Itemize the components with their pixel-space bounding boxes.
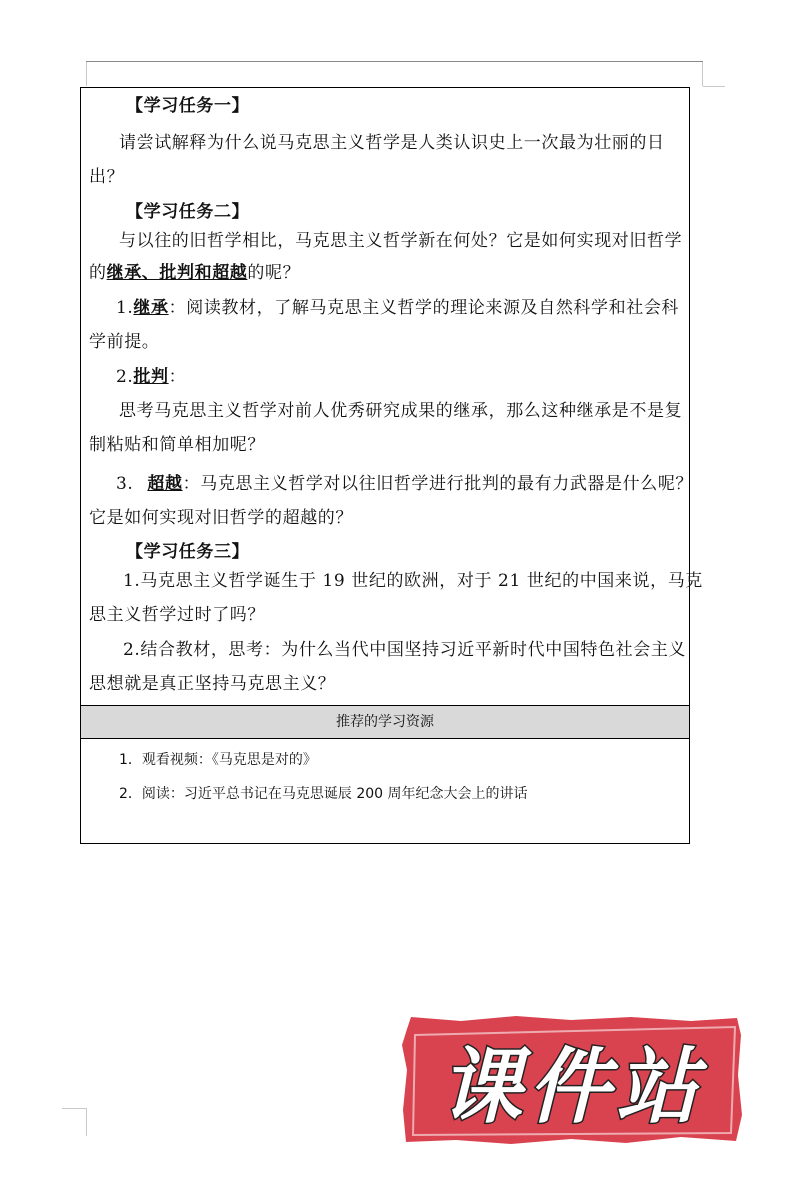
task1-heading: 【学习任务一】 — [126, 96, 250, 116]
page-top-rule — [86, 61, 703, 62]
item1-keyword: 继承 — [133, 298, 169, 318]
task2-underlined-keywords: 继承、批判和超越 — [106, 263, 248, 283]
resource-item-reading[interactable]: 2．阅读：习近平总书记在马克思诞辰 200 周年纪念大会上的讲话 — [119, 786, 528, 802]
task3-question2-line2: 思想就是真正坚持马克思主义？ — [89, 674, 336, 694]
task3-question1-line2: 思主义哲学过时了吗？ — [89, 605, 265, 625]
crop-mark-top-right-vertical — [702, 62, 703, 86]
item2-line — [116, 367, 186, 387]
task2-question-line1: 与以往的旧哲学相比，马克思主义哲学新在何处？它是如何实现对旧哲学 — [119, 231, 683, 251]
task2-line2-suffix: 的呢？ — [247, 263, 301, 283]
task3-question2-line1: 2.结合教材，思考：为什么当代中国坚持习近平新时代中国特色社会主义 — [123, 640, 687, 660]
item3-line2: 它是如何实现对旧哲学的超越的？ — [89, 508, 353, 528]
item3-keyword: 超越 — [147, 474, 183, 494]
item3-number: 3. — [116, 474, 134, 494]
item3-line1 — [116, 474, 693, 494]
crop-mark-bottom-left-horizontal — [62, 1108, 86, 1109]
item1-line1 — [116, 298, 679, 318]
item2-text-line2: 制粘贴和简单相加呢？ — [89, 435, 265, 455]
watermark-stamp — [401, 1015, 743, 1145]
learning-table — [80, 87, 703, 844]
item2-colon: ： — [168, 367, 187, 387]
resources-heading: 推荐的学习资源 — [81, 705, 689, 739]
item2-text-line1: 思考马克思主义哲学对前人优秀研究成果的继承，那么这种继承是不是复 — [119, 401, 683, 421]
task3-question1-line1: 1.马克思主义哲学诞生于 19 世纪的欧洲，对于 21 世纪的中国来说，马克 — [123, 571, 703, 591]
item2-number: 2. — [116, 367, 134, 387]
task3-heading: 【学习任务三】 — [126, 542, 250, 562]
item3-text: ：马克思主义哲学对以往旧哲学进行批判的最有力武器是什么呢？ — [182, 474, 694, 494]
item1-line2: 学前提。 — [89, 332, 160, 352]
task2-line2-prefix: 的 — [89, 263, 107, 283]
item1-text: ：阅读教材，了解马克思主义哲学的理论来源及自然科学和社会科 — [168, 298, 680, 318]
item1-number: 1. — [116, 298, 134, 318]
resource-item-video[interactable]: 1．观看视频：《马克思是对的》 — [119, 752, 317, 768]
task2-heading: 【学习任务二】 — [126, 202, 250, 222]
crop-mark-bottom-left-vertical — [86, 1108, 87, 1136]
task2-question-line2 — [89, 263, 300, 283]
task1-question-line1: 请尝试解释为什么说马克思主义哲学是人类认识史上一次最为壮丽的日 — [119, 133, 665, 153]
task1-question-line2: 出？ — [89, 167, 125, 187]
crop-mark-top-right-horizontal — [703, 86, 725, 87]
watermark-text: 课件站 — [440, 1040, 704, 1135]
item2-keyword: 批判 — [133, 367, 169, 387]
crop-mark-top-left — [86, 62, 87, 86]
tasks-cell — [81, 88, 703, 705]
